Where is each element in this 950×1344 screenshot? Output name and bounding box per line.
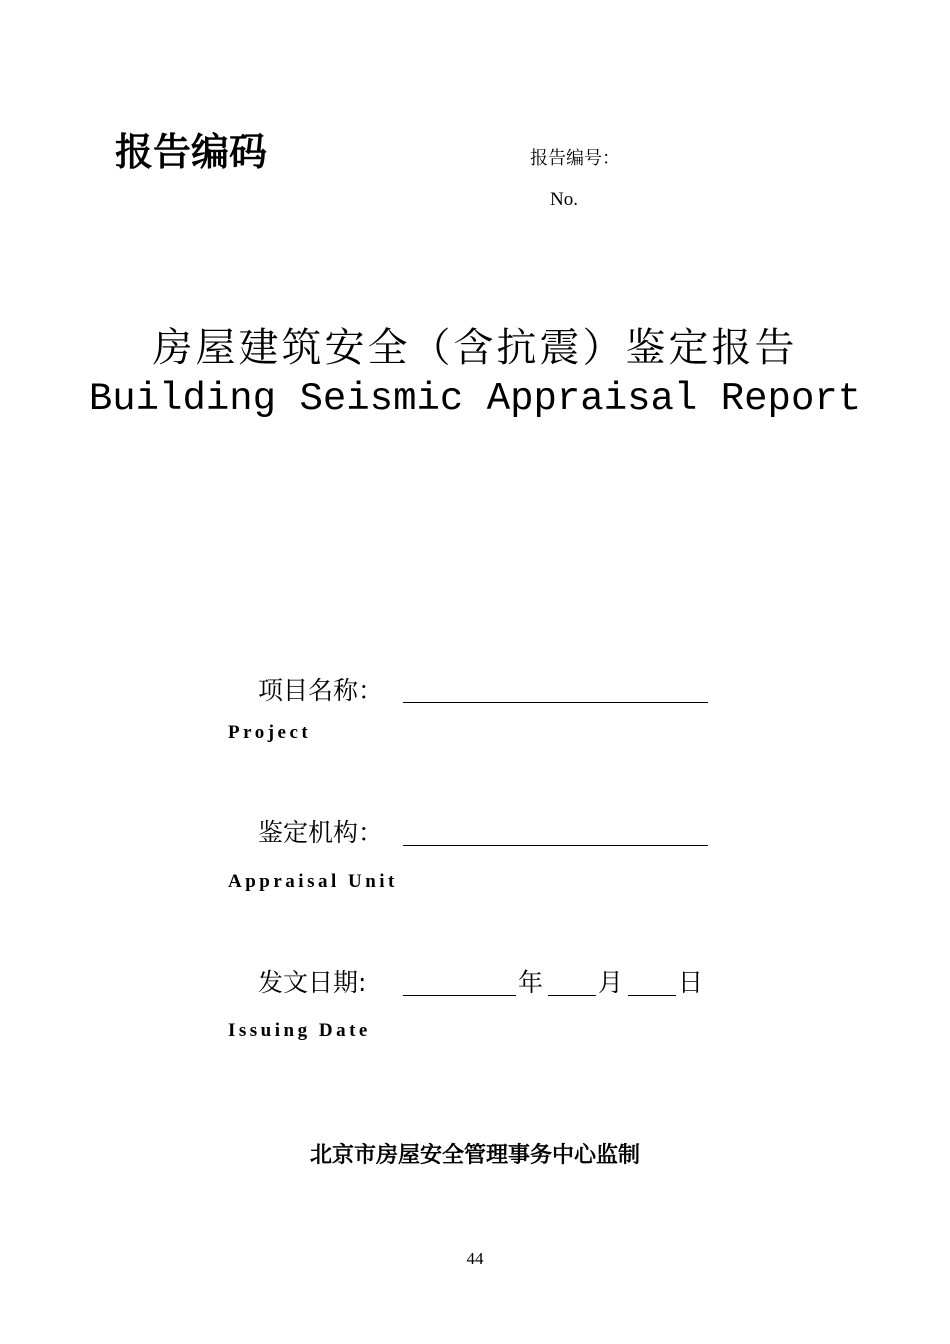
appraisal-unit-label-en: Appraisal Unit: [228, 871, 398, 892]
report-number-label-en: No.: [550, 189, 578, 210]
report-code-heading: 报告编码: [115, 130, 268, 174]
project-name-label: 项目名称：: [258, 676, 384, 705]
report-title-cn: 房屋建筑安全（含抗震）鉴定报告: [152, 325, 798, 371]
year-label: 年: [518, 968, 544, 997]
page-number: 44: [466, 1249, 484, 1268]
project-name-field[interactable]: [403, 702, 708, 703]
issuing-date-label-en: Issuing Date: [228, 1020, 371, 1041]
appraisal-unit-field[interactable]: [403, 845, 708, 846]
issuing-month-field[interactable]: [548, 995, 596, 996]
month-label: 月: [598, 968, 624, 997]
day-label: 日: [678, 968, 704, 997]
appraisal-unit-label: 鉴定机构：: [258, 818, 384, 847]
report-title-en: Building Seismic Appraisal Report: [88, 377, 862, 421]
issuing-day-field[interactable]: [628, 995, 676, 996]
supervisor-statement: 北京市房屋安全管理事务中心监制: [309, 1143, 640, 1168]
project-label-en: Project: [228, 722, 312, 743]
report-number-label: 报告编号：: [530, 148, 620, 169]
issuing-date-label: 发文日期:: [258, 968, 367, 997]
issuing-year-field[interactable]: [403, 995, 516, 996]
